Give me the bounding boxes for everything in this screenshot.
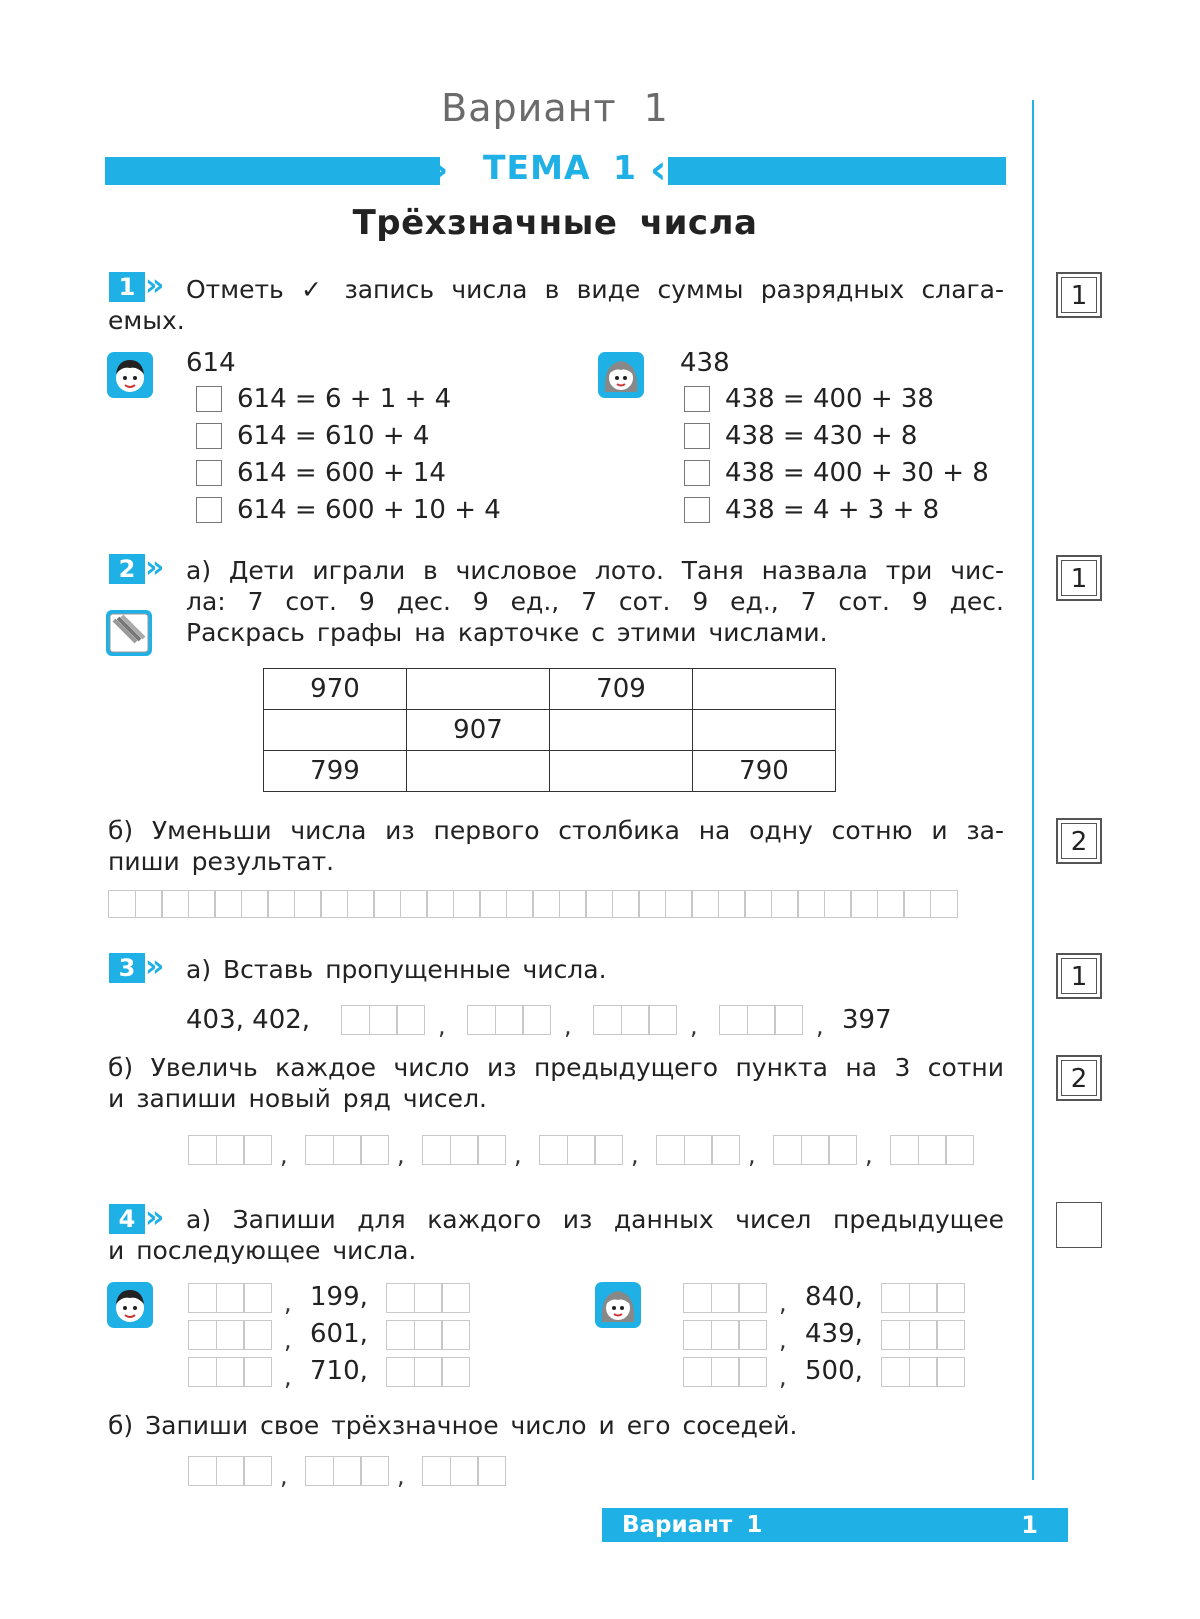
comma: ,	[397, 1462, 405, 1490]
missing-number-input[interactable]	[719, 1005, 803, 1035]
comma: ,	[284, 1363, 292, 1391]
comma: ,	[631, 1141, 639, 1169]
score-value: 1	[1061, 277, 1097, 313]
score-box[interactable]	[1056, 272, 1102, 318]
tema-label: ТЕМА 1	[483, 148, 637, 187]
lotto-cell[interactable]	[264, 710, 407, 751]
comma: ,	[438, 1012, 446, 1040]
missing-number-input[interactable]	[341, 1005, 425, 1035]
option-text: 614 = 600 + 14	[237, 458, 446, 488]
checkbox[interactable]	[196, 423, 222, 449]
footer-variant: Вариант 1	[622, 1512, 763, 1538]
comma: ,	[690, 1012, 698, 1040]
task-4-badge	[109, 1200, 165, 1235]
given-number: 500,	[805, 1356, 863, 1386]
topic-title: Трёхзначные числа	[352, 203, 758, 243]
next-number-input[interactable]	[881, 1320, 965, 1350]
tema-bar-right	[668, 157, 1006, 185]
chevron-right-icon: »	[145, 949, 165, 984]
given-number: 710,	[310, 1356, 368, 1386]
task-1-badge	[109, 268, 165, 303]
number-input[interactable]	[305, 1135, 389, 1165]
task-1-right-number: 438	[680, 348, 730, 378]
lotto-cell[interactable]: 709	[550, 669, 693, 710]
girl-avatar-icon	[595, 1282, 641, 1328]
task-4b-text: б) Запиши свое трёхзначное число и его соседей.	[108, 1411, 798, 1440]
number-input[interactable]	[305, 1456, 389, 1486]
answer-cell[interactable]	[161, 890, 189, 918]
number-input[interactable]	[188, 1135, 272, 1165]
lotto-cell[interactable]: 907	[407, 710, 550, 751]
variant-title: Вариант 1	[441, 86, 669, 130]
number-input[interactable]	[656, 1135, 740, 1165]
table-row	[264, 751, 836, 792]
comma: ,	[865, 1141, 873, 1169]
number-input[interactable]	[890, 1135, 974, 1165]
score-box[interactable]	[1056, 555, 1102, 601]
task-3b-text-cont: и запиши новый ряд чисел.	[108, 1084, 487, 1113]
answer-cell[interactable]	[241, 890, 269, 918]
page-number: 1	[1021, 1511, 1038, 1539]
checkbox[interactable]	[684, 423, 710, 449]
answer-cells-row[interactable]	[108, 890, 958, 918]
task-4a-text-cont: и последующее числа.	[108, 1236, 417, 1265]
lotto-cell[interactable]	[550, 710, 693, 751]
lotto-cell[interactable]	[407, 669, 550, 710]
score-box[interactable]	[1056, 953, 1102, 999]
answer-cell[interactable]	[294, 890, 322, 918]
option-text: 614 = 610 + 4	[237, 421, 430, 451]
comma: ,	[280, 1462, 288, 1490]
missing-number-input[interactable]	[593, 1005, 677, 1035]
answer-cell[interactable]	[135, 890, 163, 918]
task-1-left-number: 614	[186, 348, 236, 378]
next-number-input[interactable]	[386, 1320, 470, 1350]
lotto-cell[interactable]: 970	[264, 669, 407, 710]
answer-cell[interactable]	[506, 890, 534, 918]
previous-number-input[interactable]	[188, 1283, 272, 1313]
number-input[interactable]	[422, 1135, 506, 1165]
task-number: 2	[109, 554, 145, 584]
comma: ,	[514, 1141, 522, 1169]
answer-cell[interactable]	[612, 890, 640, 918]
option-text: 438 = 4 + 3 + 8	[725, 495, 940, 525]
number-input[interactable]	[188, 1456, 272, 1486]
task-3b-text: б) Увеличь каждое число из предыдущего пункта на 3 сотни	[108, 1053, 1004, 1082]
comma: ,	[816, 1012, 824, 1040]
previous-number-input[interactable]	[188, 1357, 272, 1387]
chevron-right-icon: »	[145, 268, 165, 303]
answer-cell[interactable]	[771, 890, 799, 918]
task-1-text-cont: емых.	[108, 306, 185, 335]
checkbox[interactable]	[196, 386, 222, 412]
given-number: 840,	[805, 1282, 863, 1312]
checkbox[interactable]	[684, 497, 710, 523]
score-box[interactable]	[1056, 1055, 1102, 1101]
given-number: 439,	[805, 1319, 863, 1349]
answer-cell[interactable]	[559, 890, 587, 918]
comma: ,	[397, 1141, 405, 1169]
task-number: 3	[109, 953, 145, 983]
checkbox[interactable]	[684, 386, 710, 412]
given-number: 199,	[310, 1282, 368, 1312]
answer-cell[interactable]	[373, 890, 401, 918]
answer-cell[interactable]	[903, 890, 931, 918]
checkbox[interactable]	[684, 460, 710, 486]
lotto-cell[interactable]: 790	[693, 751, 836, 792]
answer-cell[interactable]	[426, 890, 454, 918]
answer-cell[interactable]	[691, 890, 719, 918]
comma: ,	[779, 1326, 787, 1354]
comma: ,	[284, 1289, 292, 1317]
comma: ,	[779, 1363, 787, 1391]
missing-number-input[interactable]	[467, 1005, 551, 1035]
lotto-cell[interactable]	[693, 710, 836, 751]
answer-cell[interactable]	[824, 890, 852, 918]
lotto-cell[interactable]	[550, 751, 693, 792]
answer-cell[interactable]	[108, 890, 136, 918]
lotto-cell[interactable]	[693, 669, 836, 710]
number-input[interactable]	[422, 1456, 506, 1486]
boy-avatar-icon	[107, 352, 153, 398]
task-2-badge	[109, 550, 165, 585]
margin-line	[1032, 100, 1034, 1480]
sequence-end: 397	[842, 1005, 892, 1035]
answer-cell[interactable]	[797, 890, 825, 918]
comma: ,	[779, 1289, 787, 1317]
previous-number-input[interactable]	[683, 1320, 767, 1350]
option-text: 614 = 6 + 1 + 4	[237, 384, 452, 414]
answer-cell[interactable]	[718, 890, 746, 918]
checkbox[interactable]	[196, 460, 222, 486]
checkbox[interactable]	[196, 497, 222, 523]
answer-cell[interactable]	[188, 890, 216, 918]
task-3-badge	[109, 949, 165, 984]
score-value: 1	[1061, 958, 1097, 994]
next-number-input[interactable]	[386, 1283, 470, 1313]
option-text: 438 = 400 + 38	[725, 384, 934, 414]
score-box[interactable]	[1056, 1202, 1102, 1248]
task-1-text: Отметь ✓ запись числа в виде суммы разрядных слага-	[186, 275, 1004, 304]
previous-number-input[interactable]	[683, 1357, 767, 1387]
task-2a-text-cont: ла: 7 сот. 9 дес. 9 ед., 7 сот. 9 ед., 7 сот. 9 дес.	[186, 587, 1004, 616]
task-number: 4	[109, 1204, 145, 1234]
previous-number-input[interactable]	[683, 1283, 767, 1313]
answer-cell[interactable]	[877, 890, 905, 918]
lotto-cell[interactable]	[407, 751, 550, 792]
option-text: 438 = 430 + 8	[725, 421, 918, 451]
answer-cell[interactable]	[585, 890, 613, 918]
boy-avatar-icon	[107, 1282, 153, 1328]
answer-cell[interactable]	[400, 890, 428, 918]
lotto-cell[interactable]: 799	[264, 751, 407, 792]
answer-cell[interactable]	[479, 890, 507, 918]
number-input[interactable]	[539, 1135, 623, 1165]
comma: ,	[280, 1141, 288, 1169]
chevron-right-icon: ›	[432, 147, 449, 193]
score-box[interactable]	[1056, 818, 1102, 864]
next-number-input[interactable]	[881, 1357, 965, 1387]
task-number: 1	[109, 272, 145, 302]
number-input[interactable]	[773, 1135, 857, 1165]
table-row	[264, 710, 836, 751]
pencils-icon	[106, 610, 152, 656]
table-row	[264, 669, 836, 710]
chevron-left-icon: ‹	[650, 147, 667, 193]
comma: ,	[748, 1141, 756, 1169]
chevron-right-icon: »	[145, 1200, 165, 1235]
given-number: 601,	[310, 1319, 368, 1349]
option-text: 438 = 400 + 30 + 8	[725, 458, 989, 488]
score-value: 1	[1061, 560, 1097, 596]
next-number-input[interactable]	[386, 1357, 470, 1387]
score-value: 2	[1061, 1060, 1097, 1096]
lotto-card	[263, 668, 836, 792]
comma: ,	[284, 1326, 292, 1354]
option-text: 614 = 600 + 10 + 4	[237, 495, 501, 525]
previous-number-input[interactable]	[188, 1320, 272, 1350]
answer-cell[interactable]	[930, 890, 958, 918]
answer-cell[interactable]	[267, 890, 295, 918]
chevron-right-icon: »	[145, 550, 165, 585]
task-2a-text-cont: Раскрась графы на карточке с этими числами.	[186, 618, 828, 647]
answer-cell[interactable]	[214, 890, 242, 918]
girl-avatar-icon	[598, 352, 644, 398]
answer-cell[interactable]	[744, 890, 772, 918]
answer-cell[interactable]	[638, 890, 666, 918]
task-2b-text: б) Уменьши числа из первого столбика на одну сотню и за-	[108, 816, 1004, 845]
next-number-input[interactable]	[881, 1283, 965, 1313]
comma: ,	[564, 1012, 572, 1040]
sequence-start: 403, 402,	[186, 1005, 311, 1035]
score-value: 2	[1061, 823, 1097, 859]
answer-cell[interactable]	[850, 890, 878, 918]
task-2a-text: а) Дети играли в числовое лото. Таня назвала три чис-	[186, 556, 1004, 585]
task-4a-text: а) Запиши для каждого из данных чисел предыдущее	[186, 1205, 1004, 1234]
tema-bar-left	[105, 157, 440, 185]
answer-cell[interactable]	[532, 890, 560, 918]
task-2b-text-cont: пиши результат.	[108, 847, 335, 876]
answer-cell[interactable]	[453, 890, 481, 918]
task-3a-text: а) Вставь пропущенные числа.	[186, 955, 607, 984]
answer-cell[interactable]	[665, 890, 693, 918]
answer-cell[interactable]	[320, 890, 348, 918]
footer-bar	[602, 1508, 1068, 1542]
answer-cell[interactable]	[347, 890, 375, 918]
